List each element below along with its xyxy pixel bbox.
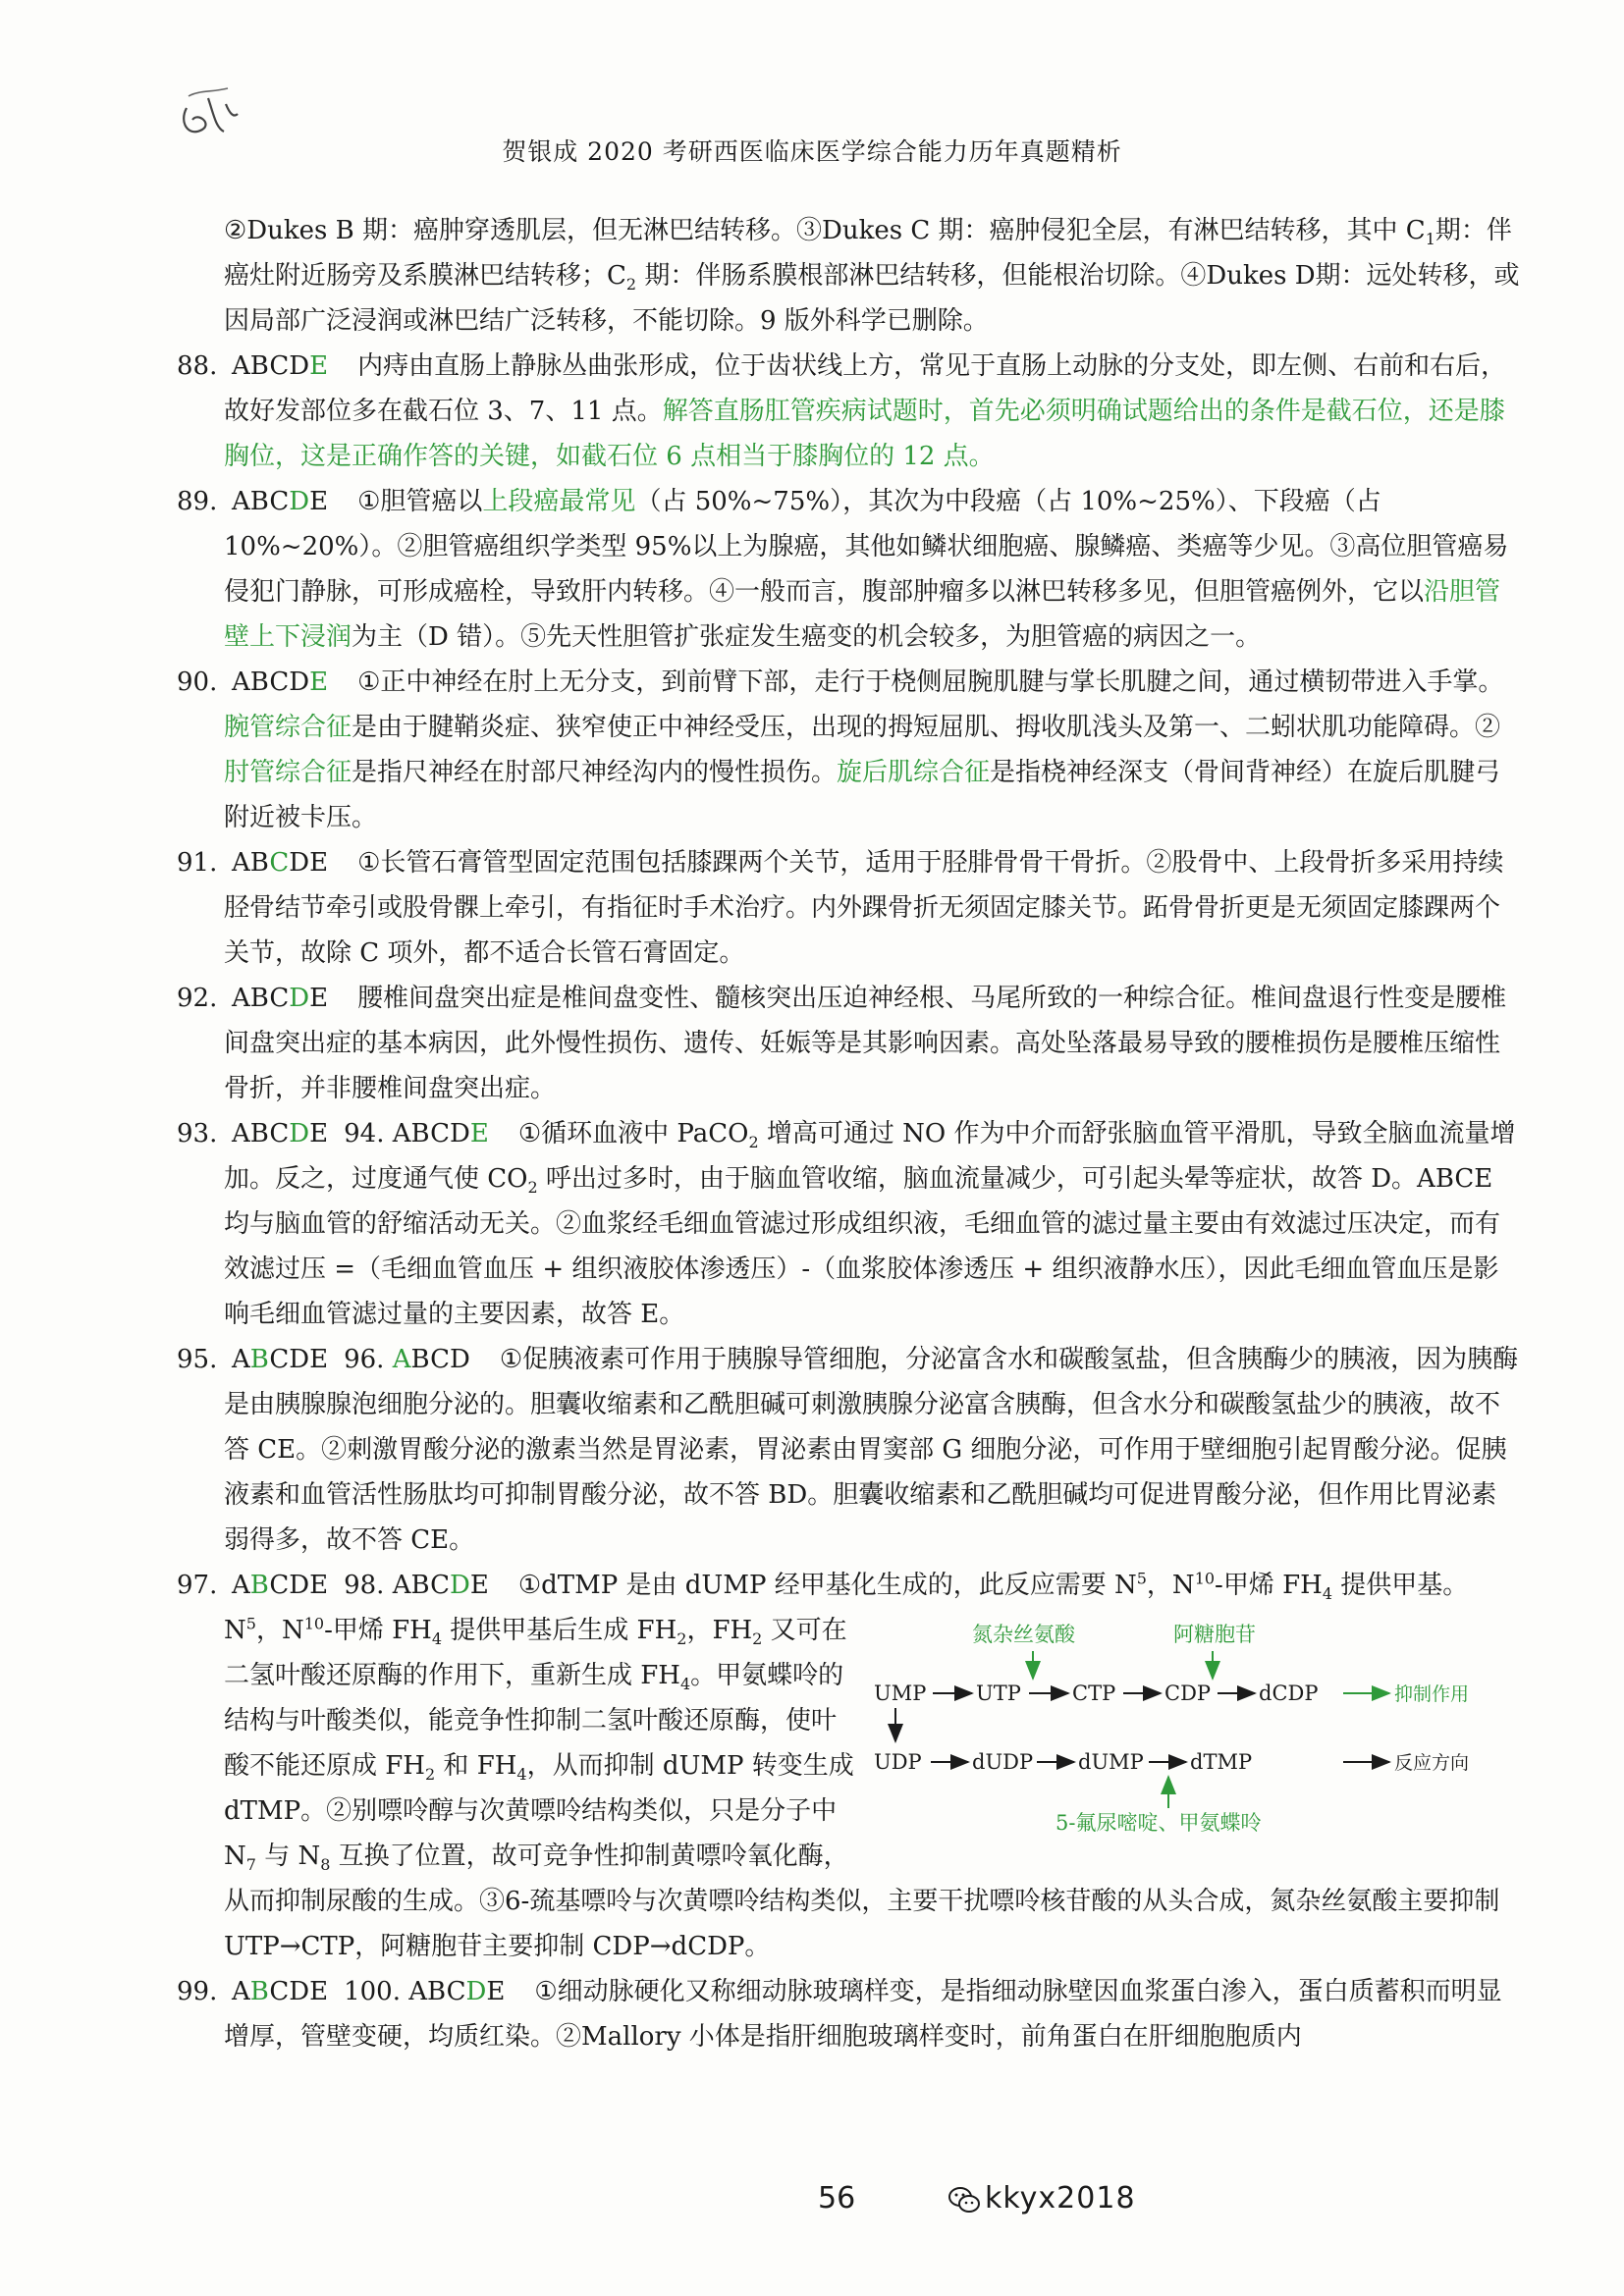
node-dtmp: dTMP <box>1190 1750 1253 1774</box>
answer-explanations <box>177 208 1522 2059</box>
answer-options: ABCDE <box>232 848 329 878</box>
answer-options: ABCDE <box>232 351 329 381</box>
inhibitor-azaserine: 氮杂丝氨酸 <box>972 1623 1075 1646</box>
question-92: 92. ABCDE 腰椎间盘突出症是椎间盘变性、髓核突出压迫神经根、马尾所致的一种综合征。椎间盘退行性变是腰椎间盘突出症的基本病因，此外慢性损伤、遗传、妊娠等是其影响因素。高处坠落最易导致的腰椎损伤是腰椎压缩性骨折，并非腰椎间盘突出症。 <box>177 976 1522 1111</box>
legend-inhibit: 抑制作用 <box>1394 1683 1470 1705</box>
question-97-98: 97. ABCDE 98. ABCDE ①dTMP 是由 dUMP 经甲基化生成的，此反应需要 $N^5$，$N^{10}-$甲烯 $FH_4$ 提供甲基。 氮杂丝氨酸 阿糖胞苷 UMP UTP CTP CDP dCDP 抑制作用 UDP dUDP dUMP dTMP 反应方向 5-氟尿嘧啶、甲氨蝶呤 $N^5$，$N^{10}-$甲烯 $FH_4$ 提供甲基后生成 $FH_2$，$FH_2$ 又可在二氢叶酸还原酶的作用下，重新生成 $FH_4$。甲氨蝶呤的结构与叶酸类似，能竞争性抑制二氢叶酸还原酶，使叶酸不能还原成 $FH_2$ 和 $FH_4$，从而抑制 dUMP 转变生成 dTMP。②别嘌呤醇与次黄嘌呤结构类似，只是分子中 $N_7$ 与 $N_8$ 互换了位置，故可竞争性抑制黄嘌呤氧化酶，从而抑制尿酸的生成。③6-巯基嘌呤与次黄嘌呤结构类似，主要干扰嘌呤核苷酸的从头合成，氮杂丝氨酸主要抑制 UTP→CTP，阿糖胞苷主要抑制 CDP→dCDP。 <box>177 1563 1522 1969</box>
wechat-icon <box>947 2185 981 2215</box>
inhibitor-cytarabine: 阿糖胞苷 <box>1173 1623 1256 1646</box>
node-cdp: CDP <box>1164 1682 1212 1705</box>
answer-options: ABCDE <box>232 984 329 1013</box>
question-number: 97. <box>177 1571 218 1600</box>
question-number: 93. <box>177 1119 218 1148</box>
node-ctp: CTP <box>1072 1682 1116 1705</box>
inhibitor-fluorouracil-methotrexate: 5-氟尿嘧啶、甲氨蝶呤 <box>1056 1811 1262 1835</box>
question-91: 91. ABCDE ①长管石膏管型固定范围包括膝踝两个关节，适用于胫腓骨骨干骨折。②股骨中、上段骨折多采用持续胫骨结节牵引或股骨髁上牵引，有指征时手术治疗。内外踝骨折无须固定膝关节。跖骨骨折更是无须固定膝踝两个关节，故除 C 项外，都不适合长管石膏固定。 <box>177 840 1522 976</box>
intro-paragraph: ②Dukes B 期：癌肿穿透肌层，但无淋巴结转移。③Dukes C 期：癌肿侵犯全层，有淋巴结转移，其中 $C_1$期：伴癌灶附近肠旁及系膜淋巴结转移；$C_2$ 期：伴肠系膜根部淋巴结转移，但能根治切除。④Dukes D期：远处转移，或因局部广泛浸润或淋巴结广泛转移，不能切除。9 版外科学已删除。 <box>224 216 1520 336</box>
question-number: 91. <box>177 848 218 878</box>
question-88: 88. ABCDE 内痔由直肠上静脉丛曲张形成，位于齿状线上方，常见于直肠上动脉的分支处，即左侧、右前和右后，故好发部位多在截石位 3、7、11 点。解答直肠肛管疾病试题时，首先必须明确试题给出的条件是截石位，还是膝胸位，这是正确作答的关键，如截石位 6 点相当于膝胸位的 12 点。 <box>177 344 1522 479</box>
answer-options: ABCDE <box>232 1977 329 2006</box>
question-number: 89. <box>177 487 218 516</box>
answer-options: ABCDE <box>232 667 329 697</box>
answer-options: ABCDE <box>232 487 329 516</box>
legend-direction: 反应方向 <box>1394 1752 1470 1774</box>
answer-options-2: ABCDE <box>392 1571 489 1600</box>
nucleotide-synthesis-diagram <box>874 1612 1522 1838</box>
question-number: 92. <box>177 984 218 1013</box>
key-tip: 解答直肠肛管疾病试题时，首先必须明确试题给出的条件是截石位，还是膝胸位，这是正确作答的关键，如截石位 6 点相当于膝胸位的 12 点。 <box>224 397 1505 471</box>
page-footer <box>0 2181 1624 2220</box>
answer-options-2: ABCD <box>392 1345 470 1374</box>
question-95-96: 95. ABCDE 96. ABCD ①促胰液素可作用于胰腺导管细胞，分泌富含水和碳酸氢盐，但含胰酶少的胰液，因为胰酶是由胰腺腺泡细胞分泌的。胆囊收缩素和乙酰胆碱可刺激胰腺分泌富含胰酶，但含水分和碳酸氢盐少的胰液，故不答 CE。②刺激胃酸分泌的激素当然是胃泌素，胃泌素由胃窦部 G 细胞分泌，可作用于壁细胞引起胃酸分泌。促胰液素和血管活性肠肽均可抑制胃酸分泌，故不答 BD。胆囊收缩素和乙酰胆碱均可促进胃酸分泌，但作用比胃泌素弱得多，故不答 CE。 <box>177 1337 1522 1563</box>
page-header-title: 贺银成 2020 考研西医临床医学综合能力历年真题精析 <box>502 137 1122 166</box>
question-93-94: 93. ABCDE 94. ABCDE ①循环血液中 PaCO$_2$ 增高可通过 NO 作为中介而舒张脑血管平滑肌，导致全脑血流量增加。反之，过度通气使 $CO_2$ 呼出过多时，由于脑血管收缩，脑血流量减少，可引起头晕等症状，故答 D。ABCE 均与脑血管的舒缩活动无关。②血浆经毛细血管滤过形成组织液，毛细血管的滤过量主要由有效滤过压决定，而有效滤过压 =（毛细血管血压 + 组织液胶体渗透压）-（血浆胶体渗透压 + 组织液静水压），因此毛细血管血压是影响毛细血管滤过量的主要因素，故答 E。 <box>177 1111 1522 1337</box>
question-number: 99. <box>177 1977 218 2006</box>
wechat-id: kkyx2018 <box>985 2181 1136 2216</box>
answer-options-2: ABCDE <box>392 1119 489 1148</box>
node-dudp: dUDP <box>972 1750 1034 1774</box>
node-udp: UDP <box>874 1750 922 1774</box>
answer-options: ABCDE <box>232 1119 329 1148</box>
page-number: 56 <box>818 2181 856 2216</box>
question-89: 89. ABCDE ①胆管癌以上段癌最常见（占 50%~75%），其次为中段癌（占 10%~25%）、下段癌（占 10%~20%）。②胆管癌组织学类型 95%以上为腺癌，其他如鳞状细胞癌、腺鳞癌、类癌等少见。③高位胆管癌易侵犯门静脉，可形成癌栓，导致肝内转移。④一般而言，腹部肿瘤多以淋巴转移多见，但胆管癌例外，它以沿胆管壁上下浸润为主（D 错）。⑤先天性胆管扩张症发生癌变的机会较多，为胆管癌的病因之一。 <box>177 479 1522 660</box>
question-number: 90. <box>177 667 218 697</box>
question-number: 95. <box>177 1345 218 1374</box>
answer-options: ABCDE <box>232 1571 329 1600</box>
question-99-100: 99. ABCDE 100. ABCDE ①细动脉硬化又称细动脉玻璃样变，是指细动脉壁因血浆蛋白渗入，蛋白质蓄积而明显增厚，管壁变硬，均质红染。②Mallory 小体是指肝细胞玻璃样变时，前角蛋白在肝细胞胞质内 <box>177 1969 1522 2059</box>
node-utp: UTP <box>976 1682 1021 1705</box>
node-dcdp: dCDP <box>1259 1682 1319 1705</box>
node-dump: dUMP <box>1078 1750 1144 1774</box>
question-90: 90. ABCDE ①正中神经在肘上无分支，到前臂下部，走行于桡侧屈腕肌腱与掌长肌腱之间，通过横韧带进入手掌。腕管综合征是由于腱鞘炎症、狭窄使正中神经受压，出现的拇短屈肌、拇收肌浅头及第一、二蚓状肌功能障碍。②肘管综合征是指尺神经在肘部尺神经沟内的慢性损伤。旋后肌综合征是指桡神经深支（骨间背神经）在旋后肌腱弓附近被卡压。 <box>177 660 1522 840</box>
question-number: 88. <box>177 351 218 381</box>
answer-options: ABCDE <box>232 1345 329 1374</box>
node-ump: UMP <box>874 1682 927 1705</box>
answer-options-2: ABCDE <box>408 1977 506 2006</box>
